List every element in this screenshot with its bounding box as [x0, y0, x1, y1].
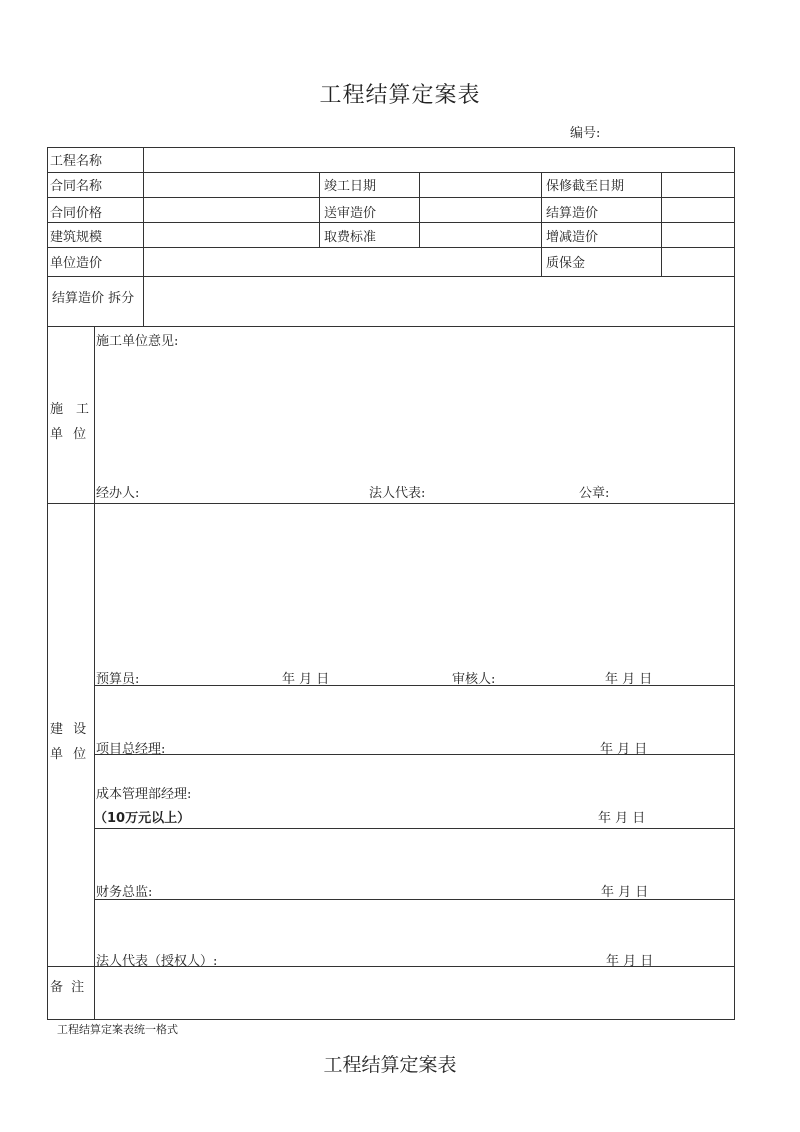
table-border: [47, 1019, 734, 1020]
row-divider: [47, 326, 734, 327]
settlement-breakdown-label: 结算造价 拆分: [52, 291, 135, 306]
contract-price-label: 合同价格: [50, 206, 103, 221]
row-divider: [47, 503, 734, 504]
table-border: [734, 147, 735, 1020]
column-divider: [319, 172, 320, 247]
row-divider: [47, 172, 734, 173]
fee-standard-label: 取费标准: [324, 230, 377, 245]
row-divider: [94, 828, 734, 829]
construction-opinion-label: 施工单位意见:: [96, 334, 179, 349]
serial-number-label: 编号:: [570, 126, 601, 141]
finance-director-label: 财务总监:: [96, 885, 153, 900]
unit-cost-label: 单位造价: [50, 256, 103, 271]
change-cost-label: 增减造价: [546, 230, 599, 245]
cost-manager-label: 成本管理部经理:: [96, 787, 192, 802]
column-divider: [419, 172, 420, 247]
contract-name-label: 合同名称: [50, 179, 103, 194]
settlement-cost-label: 结算造价: [546, 206, 599, 221]
finance-director-date: 年 月 日: [601, 885, 649, 900]
building-scale-label: 建筑规模: [50, 230, 103, 245]
budgeter-label: 预算员:: [96, 672, 140, 687]
project-manager-date: 年 月 日: [600, 742, 648, 757]
project-name-label: 工程名称: [50, 154, 103, 169]
column-divider: [143, 147, 144, 327]
column-divider: [94, 326, 95, 1019]
page-title: 工程结算定案表: [319, 83, 481, 108]
legal-rep-authorized-label: 法人代表（授权人）:: [96, 954, 218, 969]
construction-unit-label-2: 单 位: [50, 427, 87, 442]
table-border: [47, 147, 734, 148]
cost-manager-date: 年 月 日: [598, 811, 646, 826]
submitted-cost-label: 送审造价: [324, 206, 377, 221]
column-divider: [541, 172, 542, 276]
project-manager-label: 项目总经理:: [96, 742, 166, 757]
row-divider: [47, 197, 734, 198]
footer-note: 工程结算定案表统一格式: [57, 1023, 178, 1036]
remarks-label: 备 注: [50, 980, 85, 995]
row-divider: [47, 222, 734, 223]
second-page-title: 工程结算定案表: [323, 1054, 457, 1076]
seal-label: 公章:: [579, 486, 610, 501]
budgeter-date: 年 月 日: [282, 672, 330, 687]
owner-unit-label-2: 单 位: [50, 747, 87, 762]
quality-deposit-label: 质保金: [546, 256, 586, 271]
completion-date-label: 竣工日期: [324, 179, 377, 194]
row-divider: [47, 276, 734, 277]
warranty-end-date-label: 保修截至日期: [546, 179, 625, 194]
owner-unit-label-1: 建 设: [50, 722, 87, 737]
construction-unit-label-1: 施 工: [50, 402, 90, 417]
table-border: [47, 147, 48, 1020]
cost-manager-note: （10万元以上）: [94, 811, 191, 826]
handler-label: 经办人:: [96, 486, 140, 501]
legal-rep-label: 法人代表:: [369, 486, 426, 501]
column-divider: [661, 172, 662, 276]
legal-rep-authorized-date: 年 月 日: [606, 954, 654, 969]
reviewer-label: 审核人:: [452, 672, 496, 687]
reviewer-date: 年 月 日: [605, 672, 653, 687]
row-divider: [47, 247, 734, 248]
